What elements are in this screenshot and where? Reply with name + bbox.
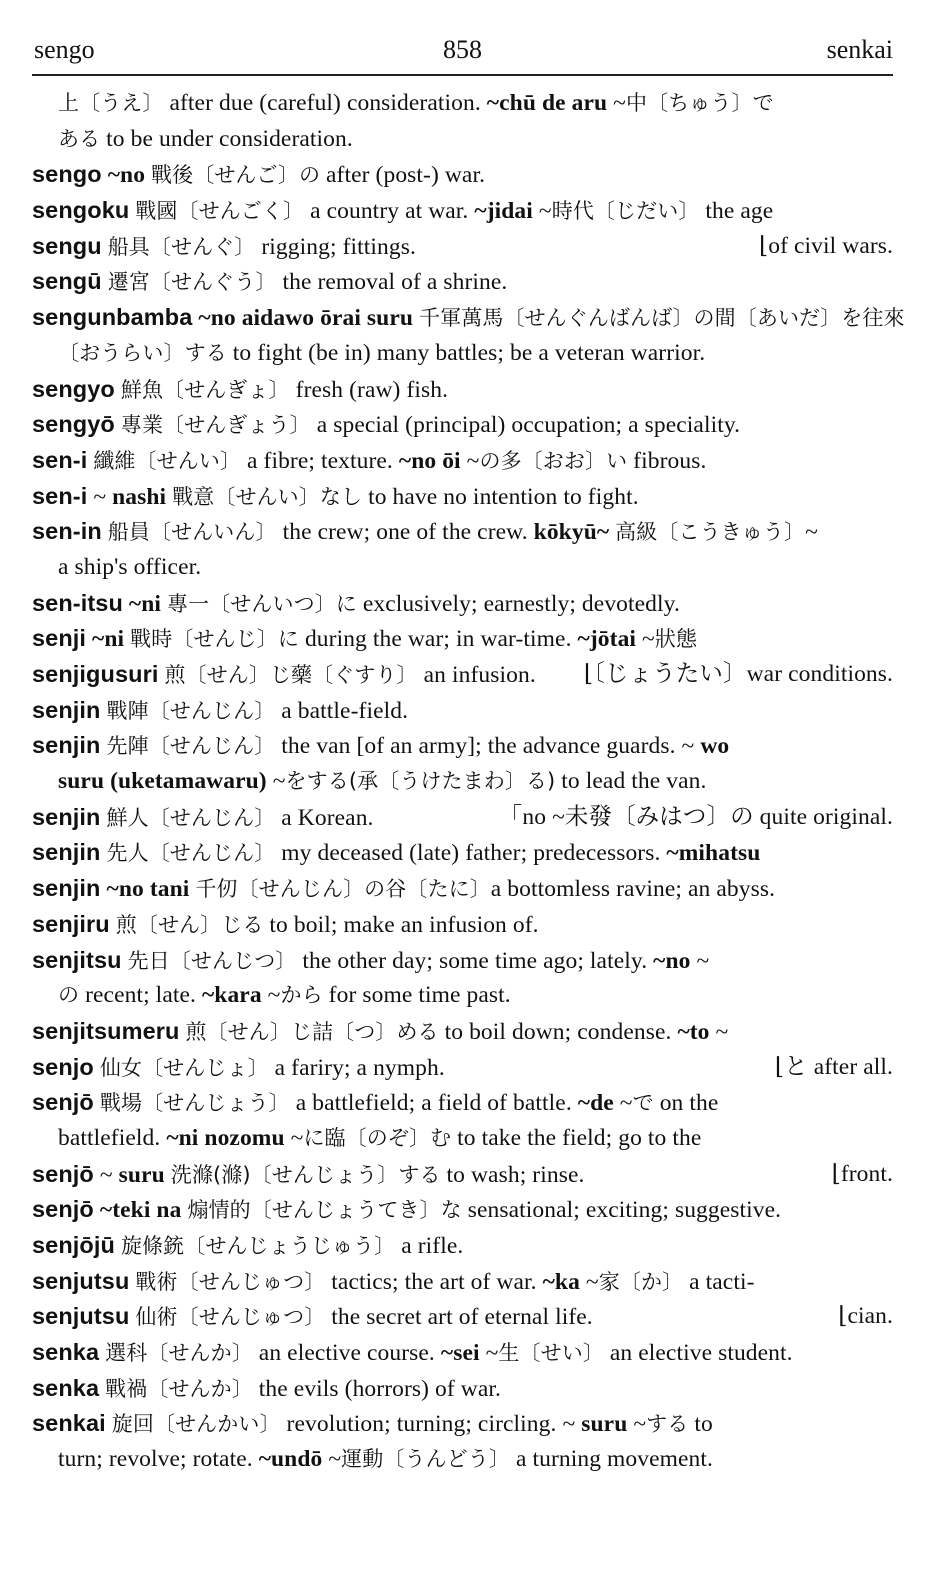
entry-line (32, 978, 893, 1014)
japanese-text: 煎〔せん〕じ詰〔つ〕める (185, 1019, 439, 1044)
definition-text: ~ (690, 947, 710, 974)
japanese-text: 仙術〔せんじゅつ〕 (135, 1305, 326, 1330)
japanese-text: 煽情的〔せんじょうてき〕な (187, 1198, 462, 1223)
japanese-text: 千軍萬馬〔せんぐんばんば〕の間〔あいだ〕を往來 (419, 306, 905, 331)
definition-text: to fight (be in) many battles; be a veteran warrior. (226, 339, 706, 366)
continuation-text: ⌊と after all. (774, 1053, 893, 1080)
headword: sengū (32, 268, 102, 295)
definition-text: ~ (636, 626, 655, 653)
headword: senjin (32, 803, 101, 830)
japanese-text: 〔おうらい〕する (58, 340, 227, 365)
entry-line (32, 229, 893, 265)
definition-text: to take the field; go to the (451, 1124, 702, 1151)
definition-text: recent; late. (79, 982, 202, 1009)
entry-line (32, 193, 893, 229)
definition-text: ~ (709, 1018, 729, 1045)
headword: sengo (32, 161, 102, 188)
romaji-phrase: suru (uketamawaru) (58, 768, 267, 795)
definition-text: ~ (284, 1124, 304, 1151)
romaji-phrase: ~ka (542, 1268, 580, 1295)
headword: senjō (32, 1196, 94, 1223)
definition-text: to boil down; condense. (438, 1018, 678, 1045)
definition-text: ~ (532, 198, 552, 225)
romaji-phrase: suru (581, 1411, 628, 1438)
entry-line (32, 1264, 893, 1300)
headword: senjōjū (32, 1232, 115, 1258)
entry-line (32, 1014, 893, 1050)
japanese-text: 纖維〔せんい〕 (93, 448, 242, 473)
entry-line (32, 657, 893, 693)
headword: senjutsu (32, 1267, 130, 1294)
continuation-text: ⌊of civil wars. (758, 232, 893, 259)
japanese-text: に臨〔のぞ〕む (303, 1125, 452, 1150)
definition-text: a fibre; texture. (241, 447, 399, 474)
headword: senkai (32, 1410, 106, 1437)
definition-text: a ship's officer. (58, 553, 202, 580)
entry-line (32, 800, 893, 836)
japanese-text: する (646, 1412, 689, 1437)
definition-text: a battle-field. (275, 697, 409, 724)
page-number: 858 (443, 35, 482, 64)
definition-text: a Korean. (275, 804, 374, 831)
header-last-headword: senkai (826, 35, 893, 64)
romaji-phrase: nashi (112, 483, 167, 510)
romaji-phrase: wo (700, 733, 730, 760)
entry-line (32, 336, 893, 372)
entry-line (32, 1335, 893, 1371)
japanese-text: 運動〔うんどう〕 (341, 1447, 510, 1472)
entry-line (32, 907, 893, 943)
definition-text: a tacti- (683, 1268, 755, 1295)
headword: senjō (32, 1089, 94, 1116)
entry-line (32, 264, 893, 300)
entry-line (32, 943, 893, 979)
definition-text: a fariry; a nymph. (268, 1054, 445, 1081)
definition-text: after (post-) war. (320, 162, 486, 189)
japanese-text: ある (58, 126, 101, 151)
japanese-text: 狀態 (654, 627, 698, 652)
headword: senka (32, 1374, 100, 1401)
definition-text: on the (653, 1090, 719, 1117)
entry-line (32, 86, 893, 122)
headword: senjō (32, 1160, 94, 1187)
definition-text: to have no intention to fight. (362, 483, 639, 510)
header-rule (32, 74, 893, 76)
romaji-phrase: ~no (107, 162, 146, 189)
definition-text: to wash; rinse. (440, 1161, 585, 1188)
definition-text: the evils (horrors) of war. (252, 1375, 502, 1402)
entry-line (32, 372, 893, 408)
definition-text: ~ (266, 768, 286, 795)
definition-text: to be under consideration. (100, 125, 353, 152)
definition-text: a special (principal) occupation; a speciality. (310, 412, 741, 439)
headword: sengoku (32, 197, 130, 224)
definition-text: the other day; some time ago; lately. (296, 947, 654, 974)
japanese-text: 洗滌(滌)〔せんじょう〕する (170, 1162, 441, 1187)
romaji-phrase: ~jidai (474, 198, 533, 225)
romaji-phrase: ~de (577, 1090, 614, 1117)
definition-text: rigging; fittings. (255, 233, 416, 260)
entry-line (32, 693, 893, 729)
entry-line (32, 550, 893, 586)
entry-line (32, 157, 893, 193)
definition-text: exclusively; earnestly; devotedly. (356, 590, 680, 617)
entry-line (32, 1085, 893, 1121)
continuation-text: ⌊cian. (838, 1303, 893, 1330)
entry-line (32, 621, 893, 657)
headword: sen-i (32, 482, 88, 509)
definition-text: a country at war. (304, 198, 475, 225)
definition-text: ~ (93, 1161, 119, 1188)
definition-text: ~ (805, 519, 818, 546)
definition-text: fresh (raw) fish. (289, 376, 449, 403)
japanese-text: をする(承〔うけたまわ〕る) (285, 769, 556, 794)
continuation-text: 「no ~未發〔みはつ〕の quite original. (498, 803, 893, 830)
entry-line (32, 1299, 893, 1335)
definition-text: ~ (479, 1340, 499, 1367)
japanese-text: 鮮魚〔せんぎょ〕 (120, 377, 290, 402)
japanese-text: 旋回〔せんかい〕 (111, 1412, 281, 1437)
definition-text: a rifle. (395, 1233, 464, 1259)
definition-text: the secret art of eternal life. (325, 1304, 593, 1331)
entry-line (32, 300, 905, 336)
definition-text: turn; revolve; rotate. (58, 1446, 259, 1473)
headword: senjitsu (32, 946, 122, 973)
japanese-text: 戰術〔せんじゅつ〕 (135, 1269, 326, 1294)
definition-text: after due (careful) consideration. (163, 90, 487, 116)
entry-line (32, 514, 893, 550)
romaji-phrase: ~kara (201, 982, 262, 1009)
entry-line (32, 1442, 893, 1478)
entry-line (32, 871, 893, 907)
definition-text: ~ (613, 1090, 633, 1117)
definition-text: to (688, 1411, 713, 1438)
definition-text: fibrous. (627, 447, 707, 474)
headword: senjutsu (32, 1303, 130, 1330)
definition-text: during the war; in war-time. (298, 626, 578, 653)
definition-text: an elective student. (603, 1340, 793, 1367)
headword: sengu (32, 232, 102, 259)
definition-text: ~ (87, 483, 113, 510)
japanese-text: 選科〔せんか〕 (105, 1341, 253, 1366)
japanese-text: の多〔おお〕い (479, 448, 628, 473)
japanese-text: 先人〔せんじん〕 (106, 841, 276, 866)
japanese-text: 遷宮〔せんぐう〕 (107, 270, 277, 295)
japanese-text: 仙女〔せんじょ〕 (99, 1055, 269, 1080)
japanese-text: で (632, 1091, 654, 1116)
definition-text: to boil; make an infusion of. (263, 911, 539, 938)
entry-line (32, 1371, 893, 1407)
japanese-text: 上〔うえ〕 (58, 91, 164, 115)
headword: senji (32, 625, 87, 652)
entry-line (32, 1406, 893, 1442)
japanese-text: 船員〔せんいん〕 (107, 520, 277, 545)
japanese-text: 戰時〔せんじ〕に (130, 627, 299, 652)
japanese-text: 煎〔せん〕じ藥〔ぐすり〕 (164, 663, 418, 687)
romaji-phrase: ~undō (258, 1446, 323, 1473)
romaji-phrase: ~no ōi (398, 447, 461, 474)
romaji-phrase: ~mihatsu (666, 840, 761, 867)
entry-line (32, 764, 893, 800)
japanese-text: 旋條銃〔せんじょうじゅう〕 (120, 1234, 396, 1258)
japanese-text: の (58, 983, 80, 1008)
headword: senjin (32, 839, 101, 866)
japanese-text: 專業〔せんぎょう〕 (120, 413, 311, 438)
japanese-text: 時代〔じだい〕 (551, 199, 700, 224)
japanese-text: 戰陣〔せんじん〕 (106, 698, 276, 723)
japanese-text: 家〔か〕 (598, 1269, 684, 1294)
headword: senka (32, 1339, 100, 1366)
entry-line (32, 479, 893, 515)
japanese-text: 先陣〔せんじん〕 (106, 734, 276, 759)
page-header (32, 28, 893, 72)
entry-line (32, 835, 893, 871)
entry-line (32, 1157, 893, 1193)
entry-line (32, 122, 893, 158)
romaji-phrase: ~chū de aru (486, 90, 608, 116)
entry-line (32, 1192, 893, 1228)
definition-text: ~ (607, 90, 626, 116)
headword: senjin (32, 696, 101, 723)
definition-text: the age (699, 198, 774, 225)
japanese-text: から (280, 983, 323, 1008)
headword: senjitsumeru (32, 1017, 180, 1044)
romaji-phrase: ~no (653, 947, 691, 974)
definition-text: ~ (627, 1411, 647, 1438)
japanese-text: 生〔せい〕 (498, 1341, 604, 1366)
headword: senjin (32, 875, 101, 902)
japanese-text: 戰國〔せんごく〕 (135, 199, 305, 224)
headword: sengyo (32, 375, 115, 402)
entry-line (32, 1121, 893, 1157)
continuation-text: ⌊front. (831, 1160, 893, 1187)
romaji-phrase: ~sei (440, 1340, 480, 1367)
entry-line (32, 443, 893, 479)
romaji-phrase: suru (118, 1161, 165, 1188)
definition-text: my deceased (late) father; predecessors. (275, 840, 667, 867)
japanese-text: 戰場〔せんじょう〕 (99, 1091, 290, 1116)
japanese-text: 戰後〔せんご〕の (151, 163, 321, 188)
entry-line (32, 728, 893, 764)
headword: senjigusuri (32, 661, 159, 687)
entry-line (32, 586, 893, 622)
definition-text: for some time past. (322, 982, 511, 1009)
dictionary-entries (32, 86, 905, 1478)
romaji-phrase: ~teki na (99, 1197, 182, 1224)
japanese-text: 鮮人〔せんじん〕 (106, 805, 276, 830)
headword: sengyō (32, 411, 115, 438)
romaji-phrase: ~ni (128, 590, 162, 617)
definition-text: ~ (322, 1446, 342, 1473)
japanese-text: 專一〔せんいつ〕に (167, 591, 357, 616)
definition-text: battlefield. (58, 1124, 167, 1151)
definition-text: ~ (579, 1268, 599, 1295)
continuation-text: ⌊〔じょうたい〕war conditions. (583, 661, 893, 687)
definition-text: an elective course. (252, 1340, 441, 1367)
definition-text: the crew; one of the crew. (276, 519, 534, 546)
definition-text: the van [of an army]; the advance guards. ~ (275, 733, 701, 760)
headword: sen-in (32, 518, 102, 545)
headword: sen-i (32, 446, 88, 473)
definition-text: tactics; the art of war. (325, 1268, 543, 1295)
japanese-text: 戰禍〔せんか〕 (105, 1376, 253, 1401)
romaji-phrase: ~jōtai (577, 626, 637, 653)
japanese-text: 中〔ちゅう〕で (625, 91, 774, 115)
romaji-phrase: ~ni (92, 626, 125, 653)
definition-text: revolution; turning; circling. ~ (280, 1411, 582, 1438)
definition-text: a bottomless ravine; an abyss. (490, 876, 776, 903)
definition-text: a battlefield; a field of battle. (289, 1090, 578, 1117)
definition-text: ~ (460, 447, 480, 474)
romaji-phrase: ~no tani (106, 876, 190, 903)
japanese-text: 煎〔せん〕じる (115, 912, 264, 937)
headword: sen-itsu (32, 589, 123, 616)
entry-line (32, 407, 893, 443)
japanese-text: 先日〔せんじつ〕 (127, 948, 297, 973)
japanese-text: 戰意〔せんい〕なし (172, 484, 363, 509)
romaji-phrase: kōkyū~ (533, 519, 610, 546)
japanese-text: 船具〔せんぐ〕 (107, 234, 256, 259)
definition-text: a turning movement. (509, 1446, 713, 1473)
japanese-text: 高級〔こうきゅう〕 (615, 520, 806, 545)
definition-text: the removal of a shrine. (276, 269, 508, 296)
definition-text: to lead the van. (555, 768, 707, 795)
headword: senjin (32, 732, 101, 759)
headword: senjo (32, 1053, 94, 1080)
header-first-headword: sengo (34, 35, 95, 64)
definition-text: ~ (261, 982, 281, 1009)
entry-line (32, 1228, 893, 1264)
definition-text: sensational; exciting; suggestive. (461, 1197, 782, 1224)
headword: sengunbamba (32, 304, 193, 331)
entry-line (32, 1050, 893, 1086)
romaji-phrase: ~ni nozomu (166, 1124, 285, 1151)
japanese-text: 千仞〔せんじん〕の谷〔たに〕 (195, 877, 491, 902)
romaji-phrase: ~to (677, 1018, 710, 1045)
headword: senjiru (32, 910, 110, 937)
romaji-phrase: ~no aidawo ōrai suru (198, 305, 414, 332)
definition-text: an infusion. (417, 662, 536, 688)
